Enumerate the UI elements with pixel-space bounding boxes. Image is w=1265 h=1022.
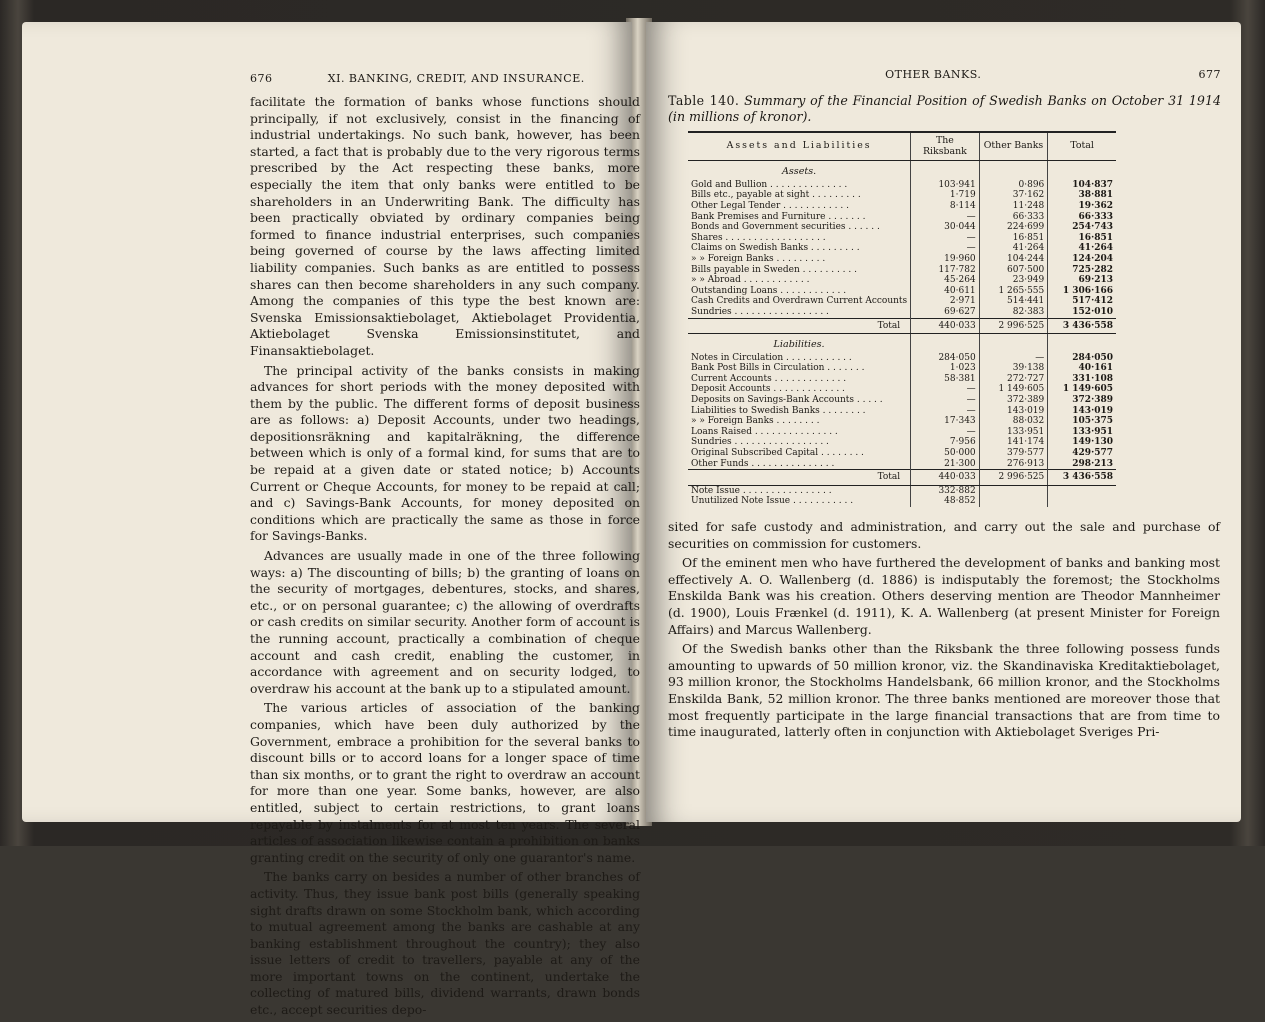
- other-banks-value: [979, 485, 1048, 496]
- total-value: 104·837: [1048, 180, 1116, 191]
- row-label: Bills payable in Sweden . . . . . . . . . .: [691, 264, 857, 275]
- total-value: 517·412: [1048, 296, 1116, 307]
- header-assets-liabilities: Assets and Liabilities: [688, 132, 911, 161]
- riksbank-value: 17·343: [911, 416, 980, 427]
- other-banks-value: 82·383: [979, 307, 1048, 318]
- total-value: 19·362: [1048, 201, 1116, 212]
- total-value: 66·333: [1048, 212, 1116, 223]
- table-row: [688, 374, 1116, 385]
- other-banks-value: 39·138: [979, 363, 1048, 374]
- row-label: Loans Raised . . . . . . . . . . . . . . .: [691, 426, 838, 437]
- total-value: 372·389: [1048, 395, 1116, 406]
- total-value: 69·213: [1048, 275, 1116, 286]
- total-value: 41·264: [1048, 243, 1116, 254]
- right-running-head: [668, 68, 1221, 81]
- riksbank-value: 21·300: [911, 459, 980, 470]
- empty-cell: [1048, 334, 1116, 353]
- other-banks-value: 2 996·525: [979, 318, 1048, 334]
- table-row: [688, 243, 1116, 254]
- other-banks-value: 37·162: [979, 190, 1048, 201]
- riksbank-value: 40·611: [911, 286, 980, 297]
- other-banks-value: 514·441: [979, 296, 1048, 307]
- total-value: 725·282: [1048, 265, 1116, 276]
- total-value: 3 436·558: [1048, 470, 1116, 486]
- riksbank-value: 2·971: [911, 296, 980, 307]
- row-label: Bills etc., payable at sight . . . . . . . . .: [691, 190, 861, 201]
- total-value: 143·019: [1048, 406, 1116, 417]
- table-row: [688, 427, 1116, 438]
- other-banks-value: 16·851: [979, 233, 1048, 244]
- row-label: Note Issue . . . . . . . . . . . . . . . .: [691, 485, 832, 496]
- right-running-title: OTHER BANKS.: [885, 68, 982, 81]
- total-value: 133·951: [1048, 427, 1116, 438]
- total-value: 298·213: [1048, 459, 1116, 470]
- riksbank-value: 440·033: [911, 318, 980, 334]
- empty-cell: [979, 161, 1048, 180]
- row-label: Sundries . . . . . . . . . . . . . . . . .: [691, 306, 829, 317]
- riksbank-value: 284·050: [911, 353, 980, 364]
- liabilities-total-row: [688, 470, 1116, 486]
- table-row: [688, 406, 1116, 417]
- other-banks-value: 66·333: [979, 212, 1048, 223]
- row-label: Gold and Bullion . . . . . . . . . . . . . .: [691, 179, 848, 190]
- riksbank-value: —: [911, 406, 980, 417]
- riksbank-value: 58·381: [911, 374, 980, 385]
- row-label: Unutilized Note Issue . . . . . . . . . . .: [691, 496, 854, 507]
- riksbank-value: 69·627: [911, 307, 980, 318]
- right-page: [646, 22, 1241, 822]
- total-value: 254·743: [1048, 222, 1116, 233]
- riksbank-value: 440·033: [911, 470, 980, 486]
- riksbank-value: 117·782: [911, 265, 980, 276]
- header-riksbank: The Riksbank: [911, 132, 980, 161]
- riksbank-value: —: [911, 243, 980, 254]
- left-paragraph: The banks carry on besides a number of other branches of activity. Thus, they issue bank post bills (generally speaking sight drafts drawn on some Stockholm bank, which according to mutual agreement among the banks are cashable at any banking establishment throughout the country); they also issue letters of credit to travellers, payable at any of the more important towns on the continent, undertake the collecting of matured bills, dividend warrants, drawn bonds etc., accept securities depo-: [250, 869, 640, 1018]
- other-banks-value: 276·913: [979, 459, 1048, 470]
- table-row: [688, 222, 1116, 233]
- empty-cell: [911, 161, 980, 180]
- table-row: [688, 265, 1116, 276]
- row-label: Total: [688, 318, 911, 334]
- total-value: 149·130: [1048, 437, 1116, 448]
- riksbank-value: 8·114: [911, 201, 980, 212]
- left-paragraph: facilitate the formation of banks whose functions should principally, if not exclusively, consist in the financing of industrial undertakings. No such bank, however, has been started, a fact that is probably due to the very rigorous terms prescribed by the Act respecting these banks, more especially the item that only banks were entitled to be shareholders in an Underwriting Bank. The difficulty has been practically obviated by ordinary companies being formed to finance industrial enterprises, such companies being governed of course by the laws affecting limited liability companies. Such banks as are entitled to possess shares can then become shareholders in any such company. Among the companies of this type the best known are: Svenska Emissionsaktiebolaget, Aktiebolaget Providentia, Aktiebolaget Svenska Emissionsinstitutet, and Finansaktiebolaget.: [250, 94, 640, 358]
- riksbank-value: —: [911, 427, 980, 438]
- table-row: [688, 437, 1116, 448]
- financial-summary-table: [688, 131, 1116, 507]
- assets-section-label: Assets.: [781, 166, 817, 178]
- left-paragraph: The various articles of association of the banking companies, which have been duly authorized by the Government, embrace a prohibition for the several banks to discount bills or to accord loans for a longer space of time than six months, or to grant the right to overdraw an account for more than one year. Some banks, however, are also entitled, subject to certain restrictions, to grant loans repayable by instalments for at most ten years. The several articles of association likewise contain a prohibition on banks granting credit on the security of only one guarantor's name.: [250, 700, 640, 865]
- other-banks-value: 372·389: [979, 395, 1048, 406]
- riksbank-value: 1·023: [911, 363, 980, 374]
- left-paragraph: The principal activity of the banks consists in making advances for short periods with the money deposited with them by the public. The different forms of deposit business are as follows: a) Deposit Accounts, under two headings, depositionsräkning and kapitalräkning, the difference between which is only of a formal kind, for sums that are to be repaid at a given date or stated notice; b) Accounts Current or Cheque Accounts, for money to be repaid at call; and c) Savings-Bank Accounts, for money deposited on conditions which are practically the same as those in force for Savings-Banks.: [250, 362, 640, 544]
- other-banks-value: 1 149·605: [979, 384, 1048, 395]
- left-page-number: 676: [250, 72, 273, 85]
- other-banks-value: 1 265·555: [979, 286, 1048, 297]
- total-value: 16·851: [1048, 233, 1116, 244]
- row-label: Notes in Circulation . . . . . . . . . . . .: [691, 352, 852, 363]
- row-label: Cash Credits and Overdrawn Current Accounts: [691, 296, 908, 307]
- left-running-head: [250, 72, 640, 85]
- liabilities-section-label: Liabilities.: [773, 339, 825, 351]
- row-label: Sundries . . . . . . . . . . . . . . . . .: [691, 437, 829, 448]
- header-other-banks: Other Banks: [979, 132, 1048, 161]
- row-label: Deposits on Savings-Bank Accounts . . . . .: [691, 395, 883, 406]
- riksbank-value: 45·264: [911, 275, 980, 286]
- other-banks-value: —: [979, 353, 1048, 364]
- total-value: 152·010: [1048, 307, 1116, 318]
- right-page-number: 677: [1198, 68, 1221, 81]
- table-title: Summary of the Financial Position of Swedish Banks on October 31 1914 (in millions of kronor).: [668, 93, 1221, 124]
- other-banks-value: 224·699: [979, 222, 1048, 233]
- left-page: [22, 22, 640, 1018]
- row-label: Current Accounts . . . . . . . . . . . . .: [691, 373, 847, 384]
- other-banks-value: 88·032: [979, 416, 1048, 427]
- riksbank-value: 1·719: [911, 190, 980, 201]
- other-banks-value: 104·244: [979, 254, 1048, 265]
- row-label: Liabilities to Swedish Banks . . . . . . . .: [691, 405, 866, 416]
- riksbank-value: 48·852: [911, 496, 980, 507]
- table-row: [688, 233, 1116, 244]
- table-row: [688, 286, 1116, 297]
- left-paragraph: Advances are usually made in one of the three following ways: a) The discounting of bills; b) the granting of loans on the security of mortgages, debentures, stocks, and shares, etc., or on personal guarantee; c) the allowing of overdrafts or cash credits on similar security. Another form of account is the running account, practically a combination of cheque account and cash credit, enabling the customer, in accordance with agreement and on security lodged, to overdraw his account at the bank up to a stipulated amount.: [250, 548, 640, 696]
- row-label: Outstanding Loans . . . . . . . . . . . .: [691, 285, 847, 296]
- total-value: 124·204: [1048, 254, 1116, 265]
- table-body: [688, 161, 1116, 507]
- table-row: [688, 201, 1116, 212]
- table-label: Table 140.: [668, 93, 740, 108]
- row-label: » » Foreign Banks . . . . . . . .: [691, 416, 820, 427]
- table-header-row: [688, 132, 1116, 161]
- row-label: Other Legal Tender . . . . . . . . . . . .: [691, 200, 849, 211]
- header-total: Total: [1048, 132, 1116, 161]
- other-banks-value: 141·174: [979, 437, 1048, 448]
- table-caption: [668, 93, 1221, 125]
- total-value: 3 436·558: [1048, 318, 1116, 334]
- assets-total-row: [688, 318, 1116, 334]
- empty-cell: [979, 334, 1048, 353]
- row-label: Other Funds . . . . . . . . . . . . . . .: [691, 458, 835, 469]
- total-value: 429·577: [1048, 448, 1116, 459]
- table-row: [688, 296, 1116, 307]
- total-value: 105·375: [1048, 416, 1116, 427]
- riksbank-value: 30·044: [911, 222, 980, 233]
- total-value: [1048, 496, 1116, 507]
- other-banks-value: 0·896: [979, 180, 1048, 191]
- empty-cell: [1048, 161, 1116, 180]
- row-label: Bank Post Bills in Circulation . . . . . . .: [691, 363, 865, 374]
- row-label: Claims on Swedish Banks . . . . . . . . .: [691, 243, 860, 254]
- total-value: [1048, 485, 1116, 496]
- riksbank-value: 7·956: [911, 437, 980, 448]
- table-row: [688, 180, 1116, 191]
- right-body-text: [668, 519, 1220, 741]
- riksbank-value: 103·941: [911, 180, 980, 191]
- total-value: 331·108: [1048, 374, 1116, 385]
- table-row: [688, 459, 1116, 470]
- row-label: Shares . . . . . . . . . . . . . . . . . .: [691, 232, 826, 243]
- total-value: 38·881: [1048, 190, 1116, 201]
- table-row: [688, 395, 1116, 406]
- riksbank-value: —: [911, 233, 980, 244]
- riksbank-value: —: [911, 212, 980, 223]
- table-row: [688, 275, 1116, 286]
- other-banks-value: 379·577: [979, 448, 1048, 459]
- left-running-title: XI. BANKING, CREDIT, AND INSURANCE.: [327, 72, 585, 85]
- empty-cell: [911, 334, 980, 353]
- note-row: [688, 496, 1116, 507]
- other-banks-value: 11·248: [979, 201, 1048, 212]
- row-label: Original Subscribed Capital . . . . . . . .: [691, 448, 864, 459]
- assets-section: [688, 161, 1116, 180]
- right-paragraph: sited for safe custody and administration, and carry out the sale and purchase of securities on commission for customers.: [668, 519, 1220, 551]
- table-row: [688, 448, 1116, 459]
- note-row: [688, 485, 1116, 496]
- row-label: Total: [688, 470, 911, 486]
- other-banks-value: [979, 496, 1048, 507]
- other-banks-value: 133·951: [979, 427, 1048, 438]
- row-label: » » Abroad . . . . . . . . . . . .: [691, 275, 810, 286]
- total-value: 40·161: [1048, 363, 1116, 374]
- other-banks-value: 272·727: [979, 374, 1048, 385]
- other-banks-value: 607·500: [979, 265, 1048, 276]
- row-label: Bank Premises and Furniture . . . . . . .: [691, 211, 866, 222]
- left-body-text: [250, 94, 640, 1022]
- table-row: [688, 307, 1116, 318]
- riksbank-value: 50·000: [911, 448, 980, 459]
- total-value: 284·050: [1048, 353, 1116, 364]
- table-row: [688, 254, 1116, 265]
- table-row: [688, 353, 1116, 364]
- table-row: [688, 384, 1116, 395]
- table-row: [688, 212, 1116, 223]
- row-label: » » Foreign Banks . . . . . . . . .: [691, 253, 826, 264]
- other-banks-value: 41·264: [979, 243, 1048, 254]
- other-banks-value: 2 996·525: [979, 470, 1048, 486]
- right-paragraph: Of the eminent men who have furthered the development of banks and banking most effectively A. O. Wallenberg (d. 1886) is indisputably the foremost; the Stockholms Enskilda Bank was his creation. Others deserving mention are Theodor Mannheimer (d. 1900), Louis Frænkel (d. 1911), K. A. Wallenberg (at present Minister for Foreign Affairs) and Marcus Wallenberg.: [668, 555, 1220, 637]
- riksbank-value: —: [911, 384, 980, 395]
- liabilities-section: [688, 334, 1116, 353]
- riksbank-value: —: [911, 395, 980, 406]
- other-banks-value: 23·949: [979, 275, 1048, 286]
- table-row: [688, 416, 1116, 427]
- riksbank-value: 19·960: [911, 254, 980, 265]
- right-paragraph: Of the Swedish banks other than the Riksbank the three following possess funds amounting to upwards of 50 million kronor, viz. the Skandinaviska Kreditaktiebolaget, 93 million kronor, the Stockholms Handelsbank, 66 million kronor, and the Stockholms Enskilda Bank, 52 million kronor. The three banks mentioned are moreover those that most frequently participate in the large financial transactions that are from time to time inaugurated, latterly often in conjunction with Aktiebolaget Sveriges Pri-: [668, 641, 1220, 740]
- riksbank-value: 332·882: [911, 485, 980, 496]
- row-label: Deposit Accounts . . . . . . . . . . . . .: [691, 384, 845, 395]
- total-value: 1 306·166: [1048, 286, 1116, 297]
- table-row: [688, 363, 1116, 374]
- row-label: Bonds and Government securities . . . . . .: [691, 222, 880, 233]
- table-row: [688, 190, 1116, 201]
- other-banks-value: 143·019: [979, 406, 1048, 417]
- total-value: 1 149·605: [1048, 384, 1116, 395]
